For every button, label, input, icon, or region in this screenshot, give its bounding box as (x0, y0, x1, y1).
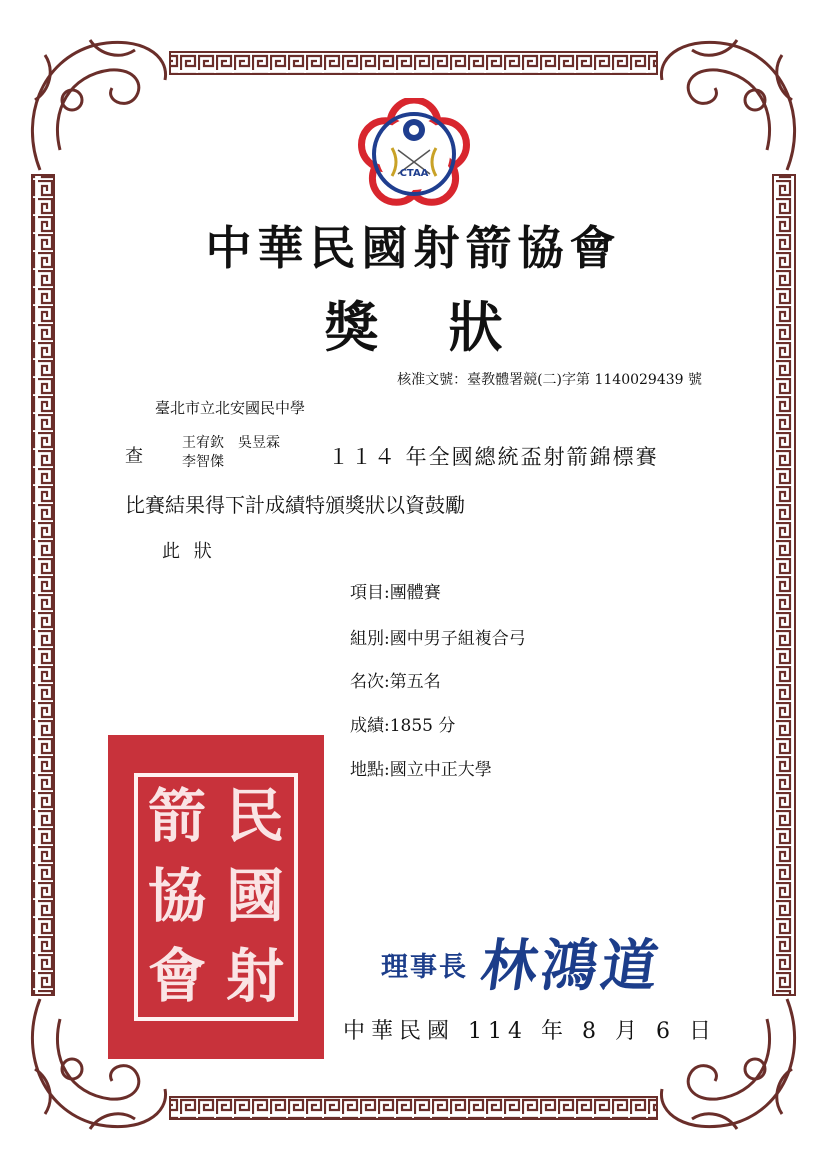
approval-reference: 核准文號：臺教體署競(二)字第 1140029439 號 (397, 372, 702, 388)
recipient-names (182, 434, 280, 472)
seal-char: 國 (225, 862, 284, 930)
logo-text: CTAA (399, 168, 429, 179)
detail-label: 地點: (350, 760, 390, 780)
detail-label: 成績: (350, 716, 390, 736)
detail-category (350, 578, 441, 603)
event-name: １１４ 年全國總統盃射箭錦標賽 (328, 445, 659, 469)
issue-date: 中華民國 114 年 8 月 6 日 (343, 1019, 717, 1044)
detail-score (350, 711, 455, 736)
detail-label: 組別: (350, 629, 390, 649)
school-name: 臺北市立北安國民中學 (155, 399, 306, 417)
seal-char: 射 (225, 942, 284, 1010)
seal-char: 箭 (147, 782, 206, 850)
detail-label: 項目: (350, 583, 390, 603)
detail-value: 團體賽 (389, 583, 441, 603)
award-statement: 比賽結果得下計成績特頒獎狀以資鼓勵 (125, 493, 465, 517)
chairman-title: 理事長 (381, 952, 468, 983)
detail-division (350, 624, 526, 649)
detail-value: 國立中正大學 (389, 760, 492, 780)
plum-blossom-emblem-icon (358, 98, 470, 210)
recipient-names-line-1: 王宥欽 吳昱霖 (182, 435, 280, 451)
detail-value: 第五名 (389, 672, 441, 692)
cha-word: 查 (125, 446, 143, 467)
detail-venue (350, 755, 492, 780)
seal-char: 會 (147, 942, 206, 1010)
certificate-heading: 獎狀 (324, 295, 573, 359)
chairman-signature: 林鴻道 (476, 933, 667, 999)
seal-char: 民 (225, 782, 284, 850)
seal-characters (134, 773, 298, 1021)
detail-rank (350, 667, 441, 692)
ctaa-logo (358, 98, 470, 210)
certificate-issuer-title: 中華民國射箭協會 (205, 221, 622, 275)
closing-phrase: 此 狀 (162, 541, 216, 562)
detail-value: 國中男子組複合弓 (389, 629, 526, 649)
seal-char: 協 (147, 862, 206, 930)
recipient-names-line-2: 李智傑 (182, 454, 224, 470)
official-seal (108, 735, 324, 1059)
detail-value: 1855 分 (389, 716, 456, 736)
detail-label: 名次: (350, 672, 390, 692)
